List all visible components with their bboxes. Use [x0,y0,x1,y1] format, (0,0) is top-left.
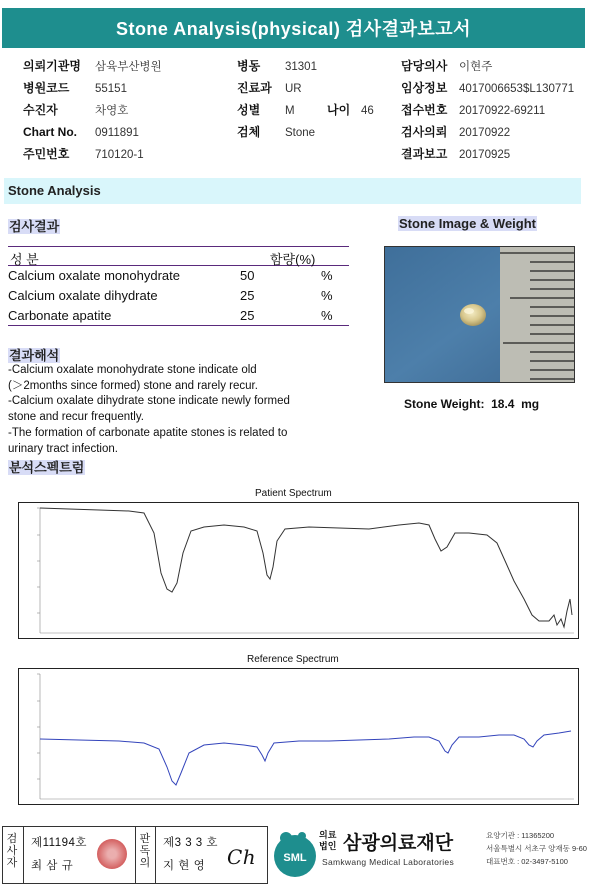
tester-name: 최 삼 규 [31,860,74,872]
component-name: Calcium oxalate dihydrate [8,288,158,303]
signature: Ch [227,845,257,869]
composition-table [8,246,349,326]
section-title: Stone Analysis [8,183,101,198]
info-value: 31301 [285,61,317,73]
tester-label: 검사자 [6,833,18,869]
sml-logo-icon [272,828,318,880]
info-value: 이현주 [459,61,493,73]
info-value: 710120-1 [95,149,144,161]
component-value: 25 [240,308,255,323]
info-column-3 [401,56,574,166]
info-label: 검체 [237,125,261,139]
info-value: 55151 [95,83,127,95]
patient-spectrum-title: Patient Spectrum [255,488,332,499]
info-value: Stone [285,127,316,139]
age-label: 나이 [327,103,351,117]
org-prefix-bottom: 법인 [319,841,337,851]
age-value: 46 [361,105,374,117]
tester-license: 제11194호 [31,837,87,849]
info-label: Chart No. [23,125,77,139]
table-row [8,306,349,326]
reference-spectrum-title: Reference Spectrum [247,654,339,665]
stone-weight [404,397,539,411]
info-label: 담당의사 [401,59,448,73]
org-address: 서울특별시 서초구 양재동 9-60 [486,844,587,853]
reviewer-label: 판독의 [139,833,151,869]
seal-stamp [97,839,127,869]
org-contact [486,829,587,868]
info-value: UR [285,83,302,95]
org-prefix [319,830,336,852]
info-value: 20170922 [459,127,511,139]
info-value: 4017006653$L130771 [459,83,575,95]
interpretation-line: -Calcium oxalate dihydrate stone indicate newly formed [8,395,290,408]
info-label: 주민번호 [23,147,70,161]
stone-weight-unit: mg [521,397,540,411]
divider [135,827,136,883]
section-bar [4,178,581,204]
info-value: 20170925 [459,149,511,161]
info-column-1 [23,56,162,166]
component-unit: % [321,268,333,283]
reference-spectrum-chart [18,668,579,805]
info-label: 병원코드 [23,81,70,95]
reviewer-name: 지 현 영 [163,860,206,872]
composition-table-header [8,246,349,266]
table-row [8,266,349,286]
interpretation-line: -The formation of carbonate apatite stones is related to [8,426,288,439]
stone-weight-label: Stone Weight: [404,397,485,411]
logo-text: SML [283,852,307,864]
stone-photo [384,246,575,383]
org-english: Samkwang Medical Laboratories [322,857,455,867]
component-unit: % [321,288,333,303]
info-label: 수진자 [23,103,58,117]
column-header-component: 성 분 [10,252,39,267]
table-row [8,286,349,306]
info-label: 병동 [237,59,261,73]
report-footer [2,826,587,886]
interpretation-line: stone and recur frequently. [8,411,144,424]
interpretation-heading [8,345,60,364]
spectrum-heading [8,457,85,476]
info-value: 차영호 [95,105,129,117]
interpretation-line: -Calcium oxalate monohydrate stone indicate old [8,364,257,376]
info-value: 삼육부산병원 [95,61,162,73]
signature-box [2,826,268,884]
report-title: Stone Analysis(physical) 검사결과보고서 [2,8,585,48]
divider [155,827,156,883]
interpretation-line: urinary tract infection. [8,442,118,455]
reviewer-license: 제3 3 3 호 [163,837,218,849]
component-value: 25 [240,288,255,303]
interpretation-heading-text: 결과해석 [9,348,60,363]
info-label: 진료과 [237,81,272,95]
info-value: 0911891 [95,127,139,139]
component-unit: % [321,308,333,323]
info-label: 접수번호 [401,103,448,117]
column-header-content: 함량(%) [270,252,316,267]
org-phone: 대표번호 : 02-3497-5100 [486,857,568,866]
info-label: 의뢰기관명 [23,59,81,73]
results-heading [8,216,60,235]
spectrum-heading-text: 분석스펙트럼 [9,460,85,475]
divider [23,827,24,883]
image-heading-text: Stone Image & Weight [399,216,536,231]
stone-weight-value: 18.4 [491,397,515,411]
info-value: M [285,105,295,117]
component-name: Calcium oxalate monohydrate [8,268,180,283]
info-column-2 [237,56,374,144]
interpretation-line: (＞2months since formed) stone and rarely recur. [8,379,258,392]
patient-spectrum-chart [18,502,579,639]
info-label: 결과보고 [401,147,448,161]
results-heading-text: 검사결과 [9,219,60,234]
component-value: 50 [240,268,255,283]
info-label: 성별 [237,103,261,117]
interpretation-text [8,363,348,457]
org-name: 삼광의료재단 [343,833,454,854]
info-value: 20170922-69211 [459,105,546,117]
component-name: Carbonate apatite [8,308,112,323]
image-heading [398,216,537,231]
org-prefix-top: 의료 [319,830,337,840]
org-code: 요양기관 : 11365200 [486,831,555,840]
info-label: 검사의뢰 [401,125,448,139]
info-label: 임상정보 [401,81,448,95]
